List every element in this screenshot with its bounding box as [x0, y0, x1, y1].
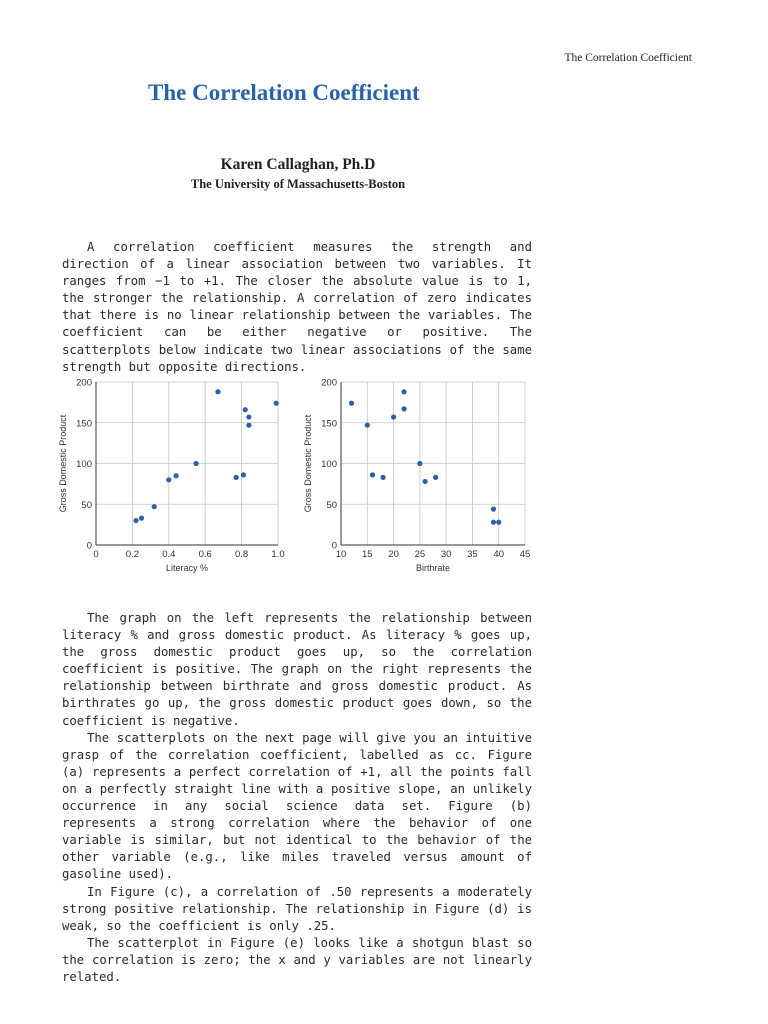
- y-tick-label: 150: [321, 418, 337, 430]
- data-point: [491, 520, 496, 525]
- intro-paragraph: A correlation coefficient measures the strength and direction of a linear association between two variables. It ranges from −1 to +1. The closer the absolute value is to 1, the stronger the relationship. A correlation of zero indicates that there is no linear relationship between the variables. The coefficient can be either negative or positive. The scatterplots below indicate two linear associations of the same strength but opposite directions.: [62, 240, 532, 374]
- page-title: The Correlation Coefficient: [148, 80, 420, 105]
- author-name: Karen Callaghan, Ph.D: [220, 156, 376, 173]
- y-axis-label: Gross Domestic Product: [303, 414, 313, 513]
- y-tick-label: 100: [76, 459, 92, 470]
- data-point: [133, 518, 138, 523]
- x-tick-label: 1.0: [271, 549, 285, 560]
- data-point: [365, 423, 370, 428]
- x-tick-label: 30: [440, 549, 452, 560]
- x-tick-label: 0.8: [234, 549, 249, 560]
- y-tick-label: 50: [326, 499, 337, 511]
- data-point: [173, 473, 178, 478]
- y-tick-label: 50: [81, 499, 92, 511]
- data-point: [166, 477, 171, 482]
- data-point: [274, 401, 279, 406]
- y-tick-label: 0: [331, 540, 337, 552]
- paragraph: The graph on the left represents the relationship between literacy % and gross domestic product. As literacy % goes up, the gross domestic product goes up, so the correlation coefficient is positive. The graph on the right represents the relationship between birthrate and gross domestic product. As birthrates go up, the gross domestic product goes down, so the coefficient is negative.: [62, 611, 532, 728]
- discussion-section: [62, 610, 532, 986]
- scatterplot-birthrate: [300, 372, 540, 580]
- x-axis-label: Birthrate: [415, 563, 451, 573]
- scatterplot-literacy: [55, 372, 293, 580]
- y-tick-label: 100: [321, 459, 337, 470]
- data-point: [234, 475, 239, 480]
- intro-section: [62, 239, 532, 376]
- running-head: The Correlation Coefficient: [564, 52, 692, 64]
- x-tick-label: 0: [93, 549, 99, 560]
- data-point: [370, 472, 375, 477]
- data-point: [401, 406, 406, 411]
- x-tick-label: 45: [519, 549, 531, 560]
- x-tick-label: 25: [414, 549, 426, 560]
- data-point: [417, 461, 422, 466]
- y-tick-label: 0: [86, 540, 92, 552]
- paragraph: The scatterplots on the next page will give you an intuitive grasp of the correlation coefficient, labelled as cc. Figure (a) represents a perfect correlation of +1, all the points fall on a perfectly straight line with a positive slope, an unlikely occurrence in any social science data set. Figure (b) represents a strong correlation where the behavior of one variable is similar, but not identical to the behavior of the other variable (e.g., like miles traveled versus amount of gasoline used).: [62, 730, 532, 882]
- data-point: [401, 389, 406, 394]
- data-point: [246, 414, 251, 419]
- y-axis-label: Gross Domestic Product: [58, 414, 68, 513]
- x-axis-label: Literacy %: [165, 563, 209, 573]
- x-tick-label: 0.2: [125, 549, 140, 560]
- x-tick-label: 20: [388, 549, 399, 560]
- x-tick-label: 10: [335, 549, 347, 560]
- x-tick-label: 40: [493, 549, 505, 560]
- data-point: [152, 504, 157, 509]
- data-point: [215, 389, 220, 394]
- data-point: [241, 472, 246, 477]
- data-point: [423, 479, 428, 484]
- data-point: [243, 407, 248, 412]
- x-tick-label: 0.4: [162, 549, 176, 560]
- x-tick-label: 0.6: [198, 549, 212, 560]
- data-point: [139, 516, 144, 521]
- data-point: [380, 475, 385, 480]
- y-tick-label: 200: [76, 377, 92, 389]
- data-point: [391, 414, 396, 419]
- data-point: [433, 475, 438, 480]
- data-point: [491, 507, 496, 512]
- data-point: [349, 401, 354, 406]
- x-tick-label: 35: [467, 549, 478, 560]
- author-affiliation: The University of Massachusetts-Boston: [190, 177, 406, 191]
- data-point: [194, 461, 199, 466]
- data-point: [246, 423, 251, 428]
- y-tick-label: 200: [321, 377, 337, 389]
- paragraph: In Figure (c), a correlation of .50 represents a moderately strong positive relationship. The relationship in Figure (d) is weak, so the coefficient is only .25.: [62, 884, 532, 933]
- y-tick-label: 150: [76, 418, 92, 430]
- data-point: [496, 520, 501, 525]
- paragraph: The scatterplot in Figure (e) looks like a shotgun blast so the correlation is zero; the x and y variables are not linearly related.: [62, 935, 532, 984]
- x-tick-label: 15: [361, 549, 373, 560]
